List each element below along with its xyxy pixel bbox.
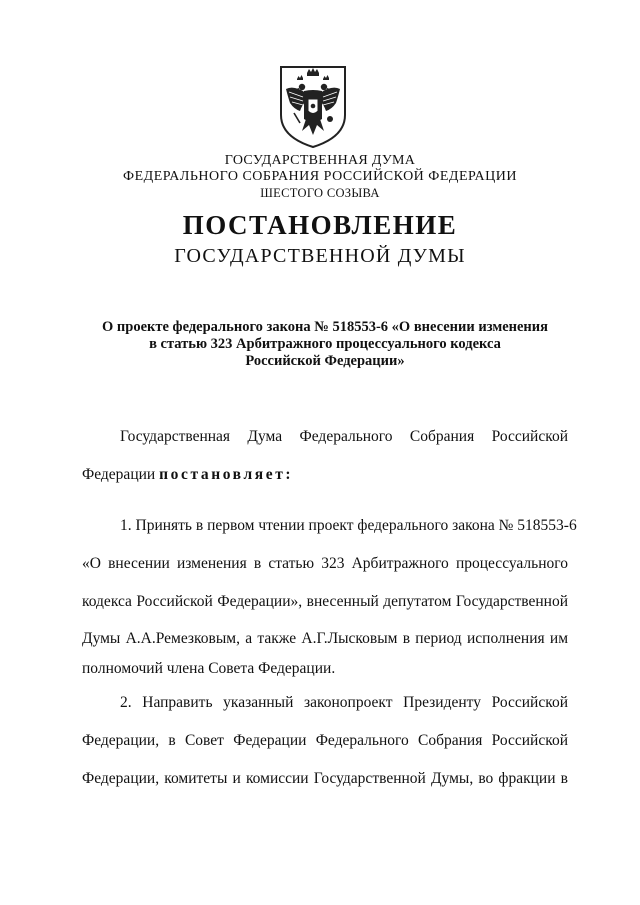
subject-line: Российской Федерации» xyxy=(245,353,405,369)
coat-of-arms-emblem-icon xyxy=(276,63,350,149)
document-subtitle: ГОСУДАРСТВЕННОЙ ДУМЫ xyxy=(174,245,466,267)
paragraph-line: Думы А.А.Ремезковым, а также А.Г.Лысковым в период исполнения им xyxy=(82,630,568,647)
assembly-name: ФЕДЕРАЛЬНОГО СОБРАНИЯ РОССИЙСКОЙ ФЕДЕРАЦИИ xyxy=(123,169,517,184)
resolves-word: постановляет: xyxy=(159,466,294,483)
paragraph-line: кодекса Российской Федерации», внесенный депутатом Государственной xyxy=(82,593,568,610)
paragraph-line: Федерации, в Совет Федерации Федерального Собрания Российской xyxy=(82,732,568,749)
paragraph-line: «О внесении изменения в статью 323 Арбитражного процессуального xyxy=(82,555,568,572)
paragraph-line: 1. Принять в первом чтении проект федерального закона № 518553-6 xyxy=(120,517,577,534)
preamble-line: Государственная Дума Федерального Собрания Российской xyxy=(120,428,568,445)
subject-line: О проекте федерального закона № 518553-6 «О внесении изменения xyxy=(102,319,548,335)
convocation: ШЕСТОГО СОЗЫВА xyxy=(260,186,380,200)
subject-line: в статью 323 Арбитражного процессуального кодекса xyxy=(149,336,501,352)
paragraph-line: Федерации, комитеты и комиссии Государственной Думы, во фракции в xyxy=(82,770,568,787)
document-title: ПОСТАНОВЛЕНИЕ xyxy=(182,210,458,240)
paragraph-line: полномочий члена Совета Федерации. xyxy=(82,660,336,677)
preamble-line xyxy=(82,465,293,485)
parliament-name: ГОСУДАРСТВЕННАЯ ДУМА xyxy=(224,153,416,168)
paragraph-line: 2. Направить указанный законопроект Президенту Российской xyxy=(120,694,568,711)
resolution-subject xyxy=(80,319,570,370)
preamble-text: Федерации xyxy=(82,466,160,483)
